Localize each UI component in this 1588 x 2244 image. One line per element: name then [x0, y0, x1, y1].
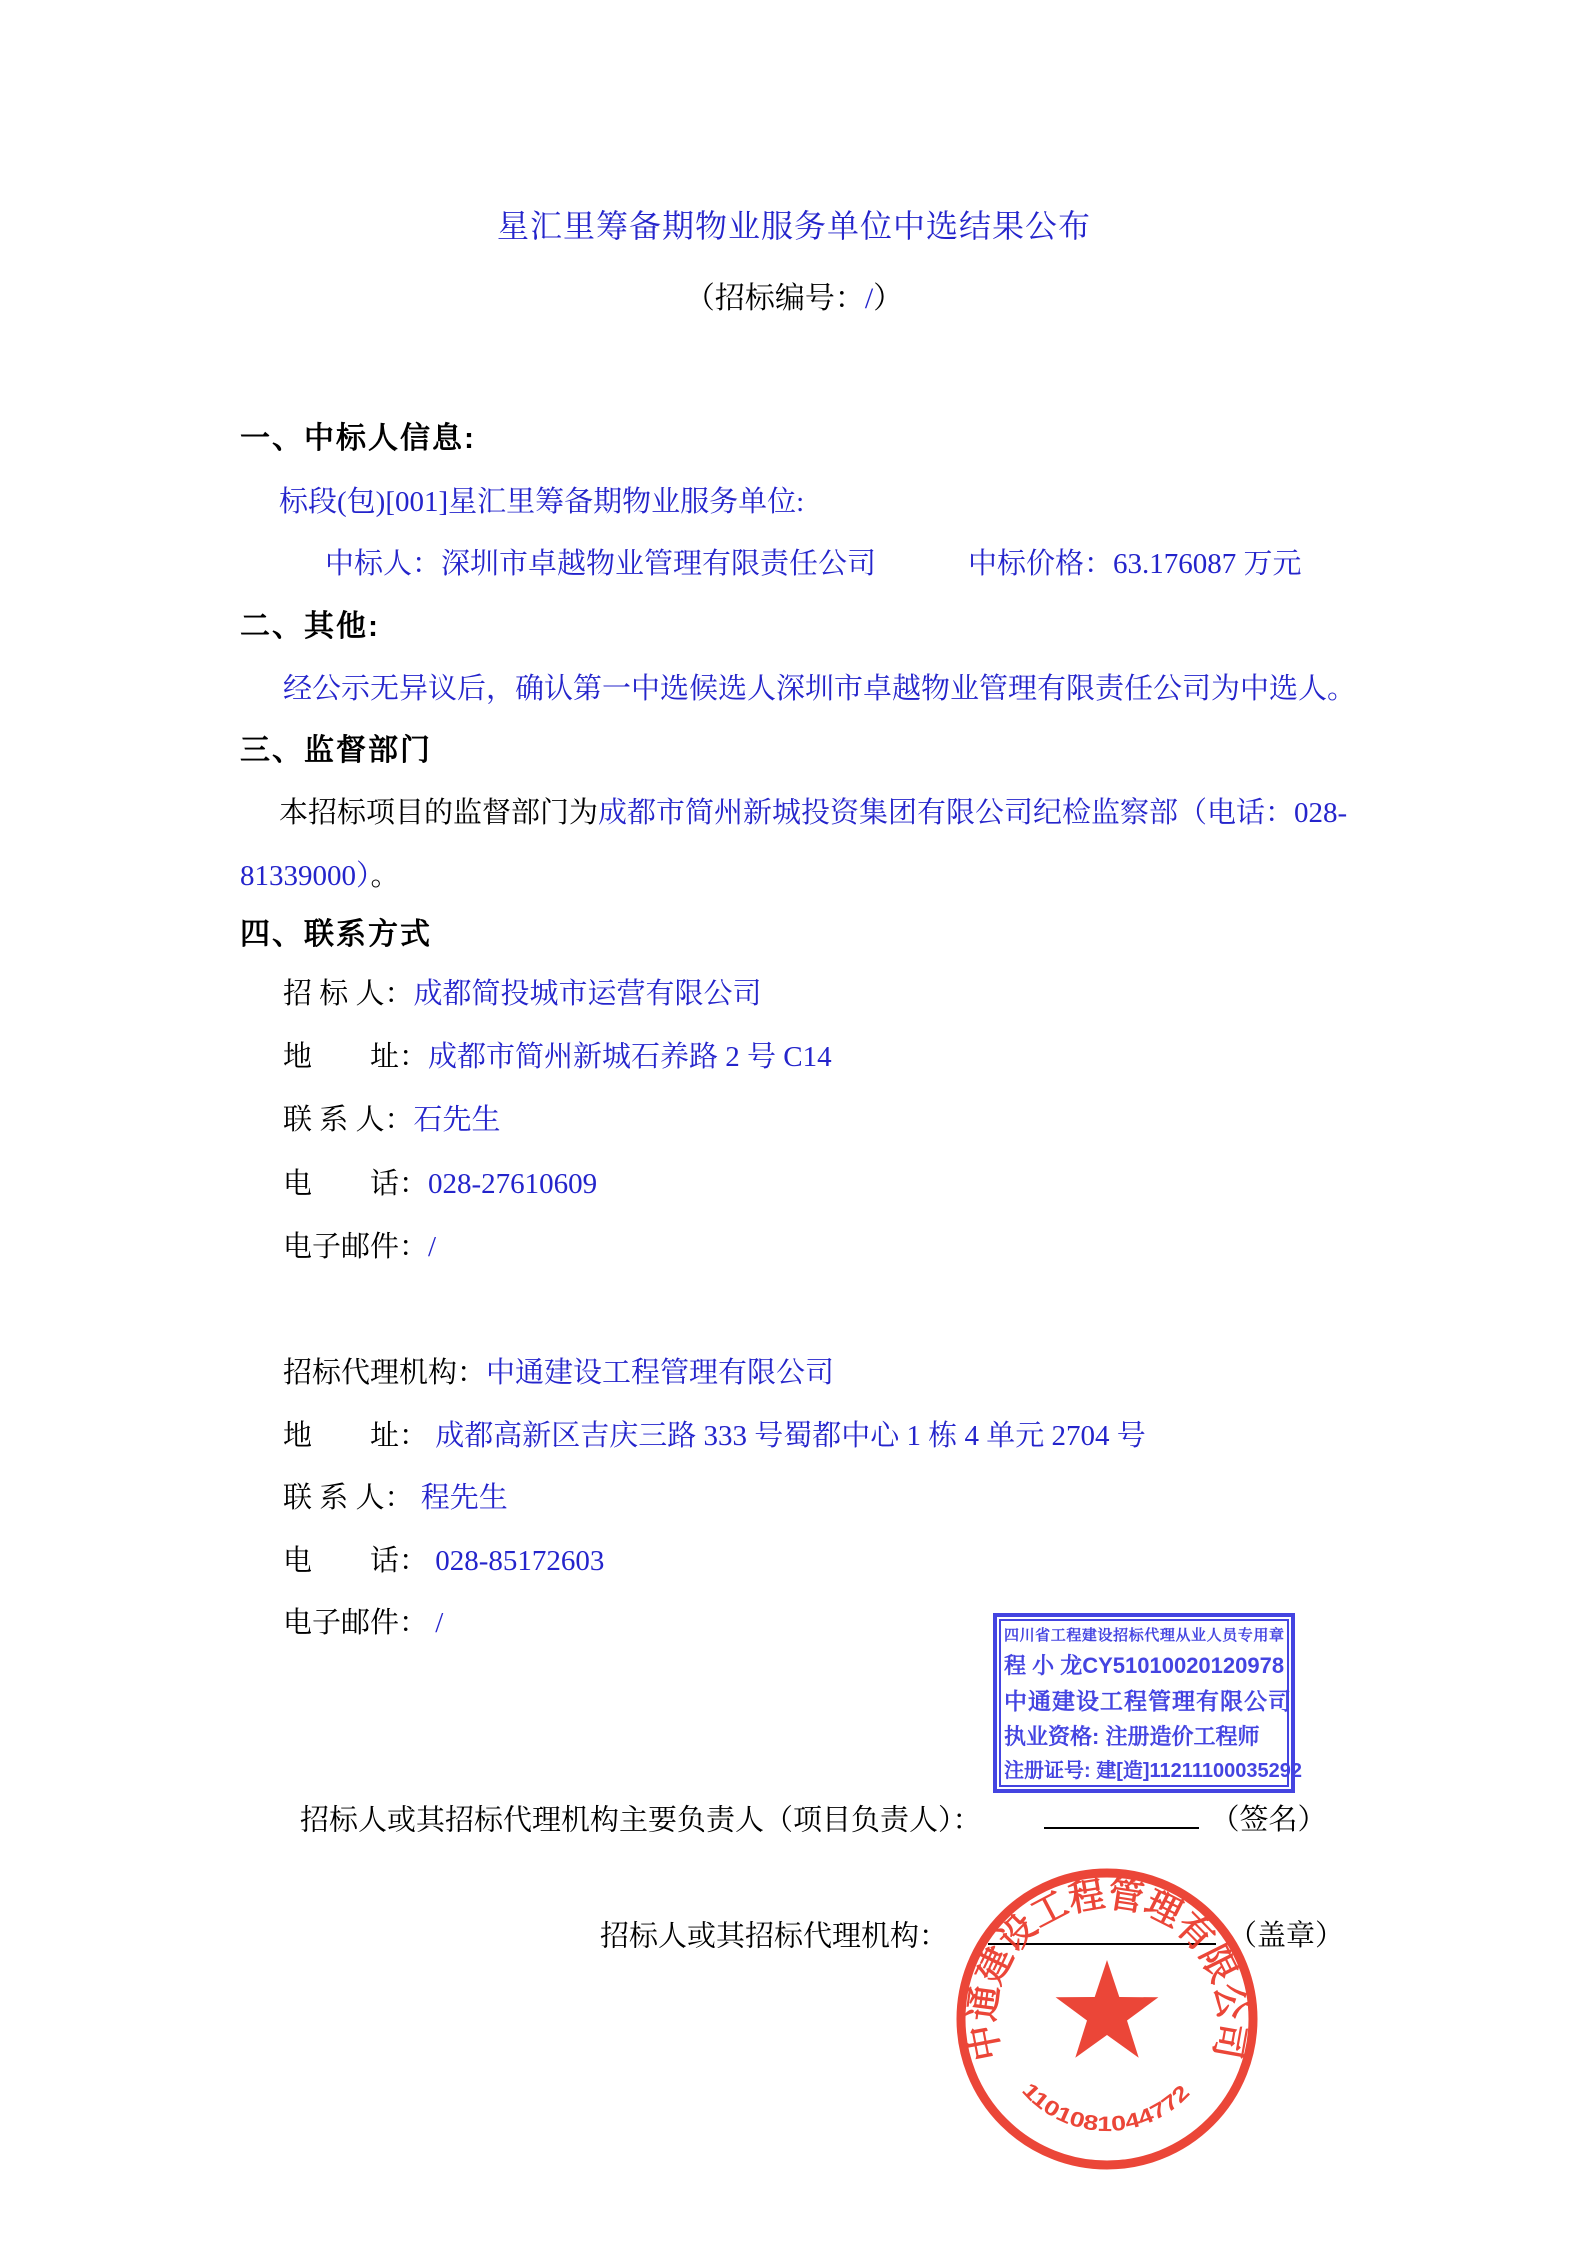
- agency-address-row: [283, 1418, 1146, 1454]
- address-label: 地 址：: [283, 1041, 429, 1073]
- agency-row: [283, 1355, 834, 1391]
- agency-contact-row: [283, 1480, 508, 1516]
- seal-number-arc-text: 1101081044772: [1017, 2078, 1192, 2137]
- agency-phone-value: 028-85172603: [428, 1545, 605, 1577]
- section4-heading: 四、联系方式: [240, 918, 432, 951]
- winner-label: 中标人：: [325, 548, 442, 580]
- document-title: 星汇里筹备期物业服务单位中选结果公布: [496, 208, 1091, 244]
- tenderer-row: [283, 976, 762, 1012]
- agency-address-value: 成都高新区吉庆三路 333 号蜀都中心 1 栋 4 单元 2704 号: [428, 1420, 1146, 1452]
- agency-email-label: 电子邮件：: [283, 1607, 429, 1639]
- subtitle-suffix: ）: [873, 282, 904, 315]
- stamp-line-company: 中通建设工程管理有限公司: [1004, 1688, 1292, 1714]
- address-value: 成都市简州新城石养路 2 号 C14: [428, 1041, 832, 1073]
- stamp-line-certificate: 注册证号: 建[造]11211100035292: [1004, 1760, 1302, 1782]
- winner-value: 深圳市卓越物业管理有限责任公司: [441, 548, 877, 580]
- lot-line: 标段(包)[001]星汇里筹备期物业服务单位:: [279, 486, 805, 518]
- supervision-phone: 81339000）: [240, 860, 371, 892]
- section3-line1: [279, 795, 1347, 831]
- phone-label: 电 话：: [283, 1168, 429, 1200]
- price-label: 中标价格：: [968, 548, 1114, 580]
- signature1-blank: [1044, 1797, 1199, 1829]
- tenderer-contact-row: [283, 1102, 501, 1138]
- supervision-dept: 成都市简州新城投资集团有限公司纪检监察部（电话：028-: [598, 797, 1348, 829]
- agency-email-value: /: [428, 1607, 444, 1639]
- email-label: 电子邮件：: [283, 1231, 429, 1263]
- phone-value: 028-27610609: [428, 1168, 598, 1200]
- section2-heading: 二、其他:: [240, 610, 380, 643]
- section3-line2: [240, 858, 400, 894]
- tender-number-value: /: [864, 282, 874, 315]
- agency-label: 招标代理机构：: [283, 1357, 487, 1389]
- subtitle-prefix: （招标编号：: [684, 282, 865, 315]
- agency-address-label: 地 址：: [283, 1420, 429, 1452]
- agency-contact-value: 程先生: [413, 1482, 508, 1514]
- tenderer-phone-row: [283, 1166, 597, 1202]
- agency-contact-label: 联 系 人：: [283, 1482, 414, 1514]
- winner-line: [325, 546, 876, 582]
- section1-heading: 一、中标人信息:: [240, 422, 476, 455]
- agency-phone-label: 电 话：: [283, 1545, 429, 1577]
- seal-company-arc-text: 中通建设工程管理有限公司: [960, 1873, 1254, 2064]
- supervision-intro: 本招标项目的监督部门为: [279, 797, 599, 829]
- contact-value: 石先生: [413, 1104, 501, 1136]
- agency-value: 中通建设工程管理有限公司: [486, 1357, 835, 1389]
- signature2-text: 招标人或其招标代理机构：: [600, 1920, 949, 1953]
- signature2-suffix: （盖章）: [1228, 1920, 1345, 1953]
- document-subtitle: [0, 280, 1588, 318]
- tenderer-label: 招 标 人：: [283, 978, 414, 1010]
- tenderer-value: 成都简投城市运营有限公司: [413, 978, 762, 1010]
- email-value: /: [428, 1231, 437, 1263]
- stamp-line-qualification: 执业资格: 注册造价工程师: [1004, 1723, 1260, 1749]
- signature-line-1: [300, 1797, 1327, 1839]
- stamp-line-province: 四川省工程建设招标代理从业人员专用章: [1004, 1627, 1284, 1644]
- contact-label: 联 系 人：: [283, 1104, 414, 1136]
- section3-heading: 三、监督部门: [240, 734, 432, 767]
- agent-qualification-stamp: [993, 1613, 1302, 1793]
- signature1-suffix: （签名）: [1210, 1804, 1327, 1837]
- signature1-text: 招标人或其招标代理机构主要负责人（项目负责人）：: [300, 1804, 982, 1837]
- tenderer-address-row: [283, 1039, 832, 1075]
- price-value: 63.176087 万元: [1113, 548, 1302, 580]
- company-round-seal: [950, 1862, 1264, 2176]
- price-line: [968, 546, 1302, 582]
- tenderer-email-row: [283, 1229, 436, 1265]
- agency-phone-row: [283, 1543, 604, 1579]
- supervision-period: 。: [370, 860, 400, 892]
- section2-body: 经公示无异议后，确认第一中选候选人深圳市卓越物业管理有限责任公司为中选人。: [283, 673, 1357, 705]
- stamp-line-person: 程 小 龙CY51010020120978: [1004, 1652, 1285, 1678]
- agency-email-row: [283, 1605, 443, 1641]
- seal-star: [1056, 1960, 1159, 2058]
